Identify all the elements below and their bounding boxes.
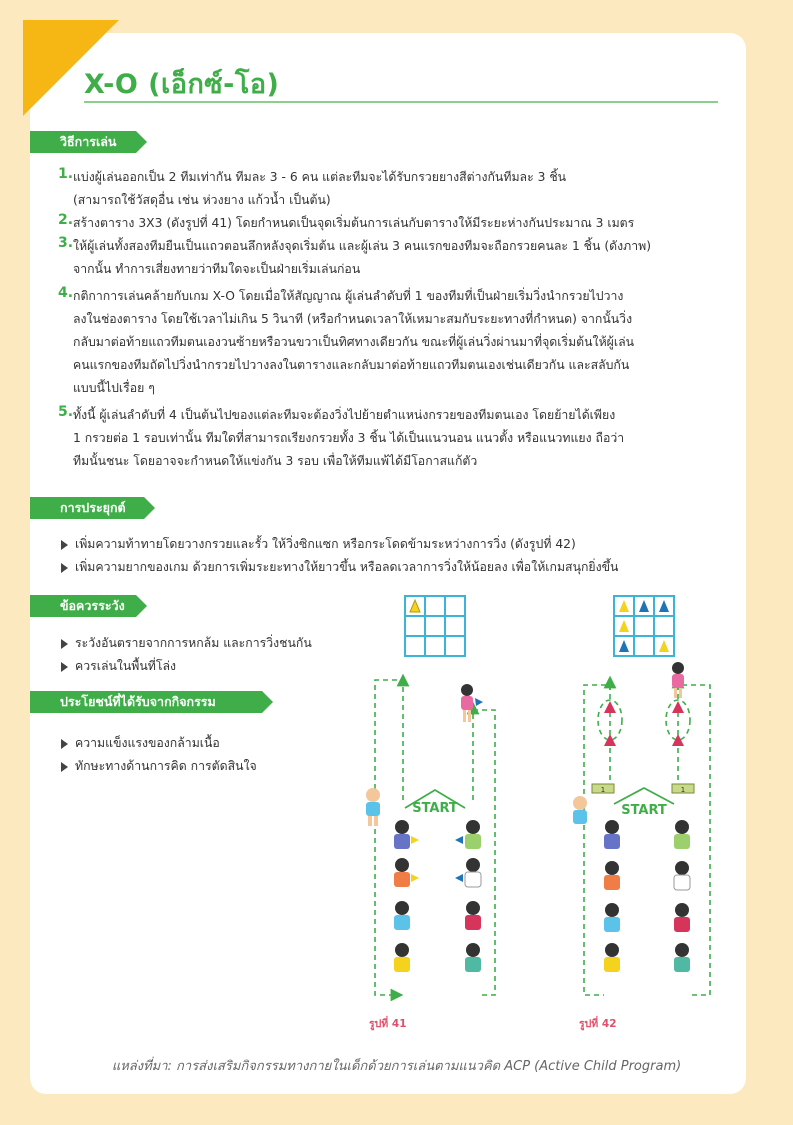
section-header-how-to-play: วิธีการเล่น (30, 131, 136, 153)
bullet-icon (61, 540, 68, 550)
bullet-icon (61, 762, 68, 772)
step-line: แบบนี้ไปเรื่อย ๆ (73, 381, 155, 395)
child-figure (366, 788, 380, 826)
step-number: 1. (58, 166, 74, 182)
runner-figure (461, 684, 483, 722)
right-team-queue (674, 820, 690, 972)
section-header-caution: ข้อควรระวัง (30, 595, 136, 617)
figure-42 (570, 590, 720, 1010)
benefit-item: ความแข็งแรงของกล้ามเนื้อ (61, 734, 220, 753)
step-line: ลงในช่องตาราง โดยใช้เวลาไม่เกิน 5 วินาที (หรือกำหนดเวลาให้เหมาะสมกับระยะทางที่กำหนด) จากนั้นวิ่ง (73, 312, 633, 326)
hurdle-right (672, 784, 694, 794)
step-number: 5. (58, 404, 74, 420)
right-team-queue (455, 820, 481, 972)
step-line: ทีมนั้นชนะ โดยอาจจะกำหนดให้แข่งกัน 3 รอบ เพื่อให้ทีมแพ้ได้มีโอกาสแก้ตัว (73, 454, 478, 468)
step-number: 2. (58, 212, 74, 228)
red-cone-icon (604, 701, 616, 713)
left-team-queue (604, 820, 620, 972)
step-line: (สามารถใช้วัสดุอื่น เช่น ห่วงยาง แก้วน้ำ เป็นต้น) (73, 193, 331, 207)
source-citation: แหล่งที่มา: การส่งเสริมกิจกรรมทางกายในเด็กด้วยการเล่นตามแนวคิด ACP (Active Child Program) (111, 1059, 682, 1074)
start-label: START (412, 801, 458, 816)
red-cone-icon (672, 701, 684, 713)
start-marker (614, 788, 674, 818)
step-number: 3. (58, 235, 74, 251)
hurdle-left (592, 784, 614, 794)
bullet-icon (61, 662, 68, 672)
step-line: สร้างตาราง 3X3 (ดังรูปที่ 41) โดยกำหนดเป็นจุดเริ่มต้นการเล่นกับตารางให้มีระยะห่างกันประมาณ 3 เมตร (73, 216, 635, 230)
page-title: X-O (เอ็กซ์-โอ) (84, 69, 280, 100)
bullet-icon (61, 563, 68, 573)
svg-text:1: 1 (680, 786, 686, 794)
start-marker (405, 790, 465, 816)
title-divider (84, 101, 718, 103)
step-line: ทั้งนี้ ผู้เล่นลำดับที่ 4 เป็นต้นไปของแต่ละทีมจะต้องวิ่งไปย้ายตำแหน่งกรวยของทีมตนเอง โดยย้ายได้เพียง (73, 408, 616, 422)
step-line: ให้ผู้เล่นทั้งสองทีมยืนเป็นแถวตอนลึกหลังจุดเริ่มต้น และผู้เล่น 3 คนแรกของทีมจะถือกรวยคนละ 1 ชิ้น (ดังภาพ) (73, 239, 652, 253)
figure-42-caption: รูปที่ 42 (579, 1018, 617, 1030)
svg-text:1: 1 (600, 786, 606, 794)
figure-41-caption: รูปที่ 41 (369, 1018, 407, 1030)
figure-41 (355, 590, 515, 1010)
bullet-icon (61, 739, 68, 749)
step-line: แบ่งผู้เล่นออกเป็น 2 ทีมเท่ากัน ทีมละ 3 - 6 คน แต่ละทีมจะได้รับกรวยยางสีต่างกันทีมละ 3 ชิ้น (73, 170, 567, 184)
benefit-item: ทักษะทางด้านการคิด การตัดสินใจ (61, 757, 257, 776)
runner-figure (672, 662, 684, 698)
caution-item: ระวังอันตรายจากการหกล้ม และการวิ่งชนกัน (61, 634, 312, 653)
step-number: 4. (58, 285, 74, 301)
left-team-queue (394, 820, 419, 972)
step-line: กลับมาต่อท้ายแถวทีมตนเองวนซ้ายหรือวนขวาเป็นทิศทางเดียวกัน ขณะที่ผู้เล่นวิ่งผ่านมาที่จุดเริ่มต้นให้ผู้เล่น (73, 335, 635, 349)
caution-item: ควรเล่นในพื้นที่โล่ง (61, 657, 176, 676)
child-figure (573, 796, 587, 824)
application-item: เพิ่มความยากของเกม ด้วยการเพิ่มระยะทางให้ยาวขึ้น หรือลดเวลาการวิ่งให้น้อยลง เพื่อให้เกมสนุกยิ่งขึ้น (61, 558, 618, 577)
section-header-application: การประยุกต์ (30, 497, 144, 519)
step-line: กติกาการเล่นคล้ายกับเกม X-O โดยเมื่อให้สัญญาณ ผู้เล่นลำดับที่ 1 ของทีมที่เป็นฝ่ายเริ่มวิ่งนำกรวยไปวาง (73, 289, 624, 303)
start-label: START (621, 803, 667, 818)
step-line: คนแรกของทีมถัดไปวิ่งนำกรวยไปวางลงในตารางและกลับมาต่อท้ายแถวทีมตนเองเช่นเดียวกัน และสลับกัน (73, 358, 630, 372)
step-line: 1 กรวยต่อ 1 รอบเท่านั้น ทีมใดที่สามารถเรียงกรวยทั้ง 3 ชิ้น ได้เป็นแนวนอน แนวตั้ง หรือแนวทแยง ถือว่า (73, 431, 625, 445)
step-line: จากนั้น ทำการเสี่ยงทายว่าทีมใดจะเป็นฝ่ายเริ่มเล่นก่อน (73, 262, 361, 276)
application-item: เพิ่มความท้าทายโดยวางกรวยและรั้ว ให้วิ่งซิกแซก หรือกระโดดข้ามระหว่างการวิ่ง (ดังรูปที่ 42) (61, 535, 576, 554)
bullet-icon (61, 639, 68, 649)
red-cone-icon (604, 734, 616, 746)
section-header-benefits: ประโยชน์ที่ได้รับจากกิจกรรม (30, 691, 262, 713)
red-cone-icon (672, 734, 684, 746)
